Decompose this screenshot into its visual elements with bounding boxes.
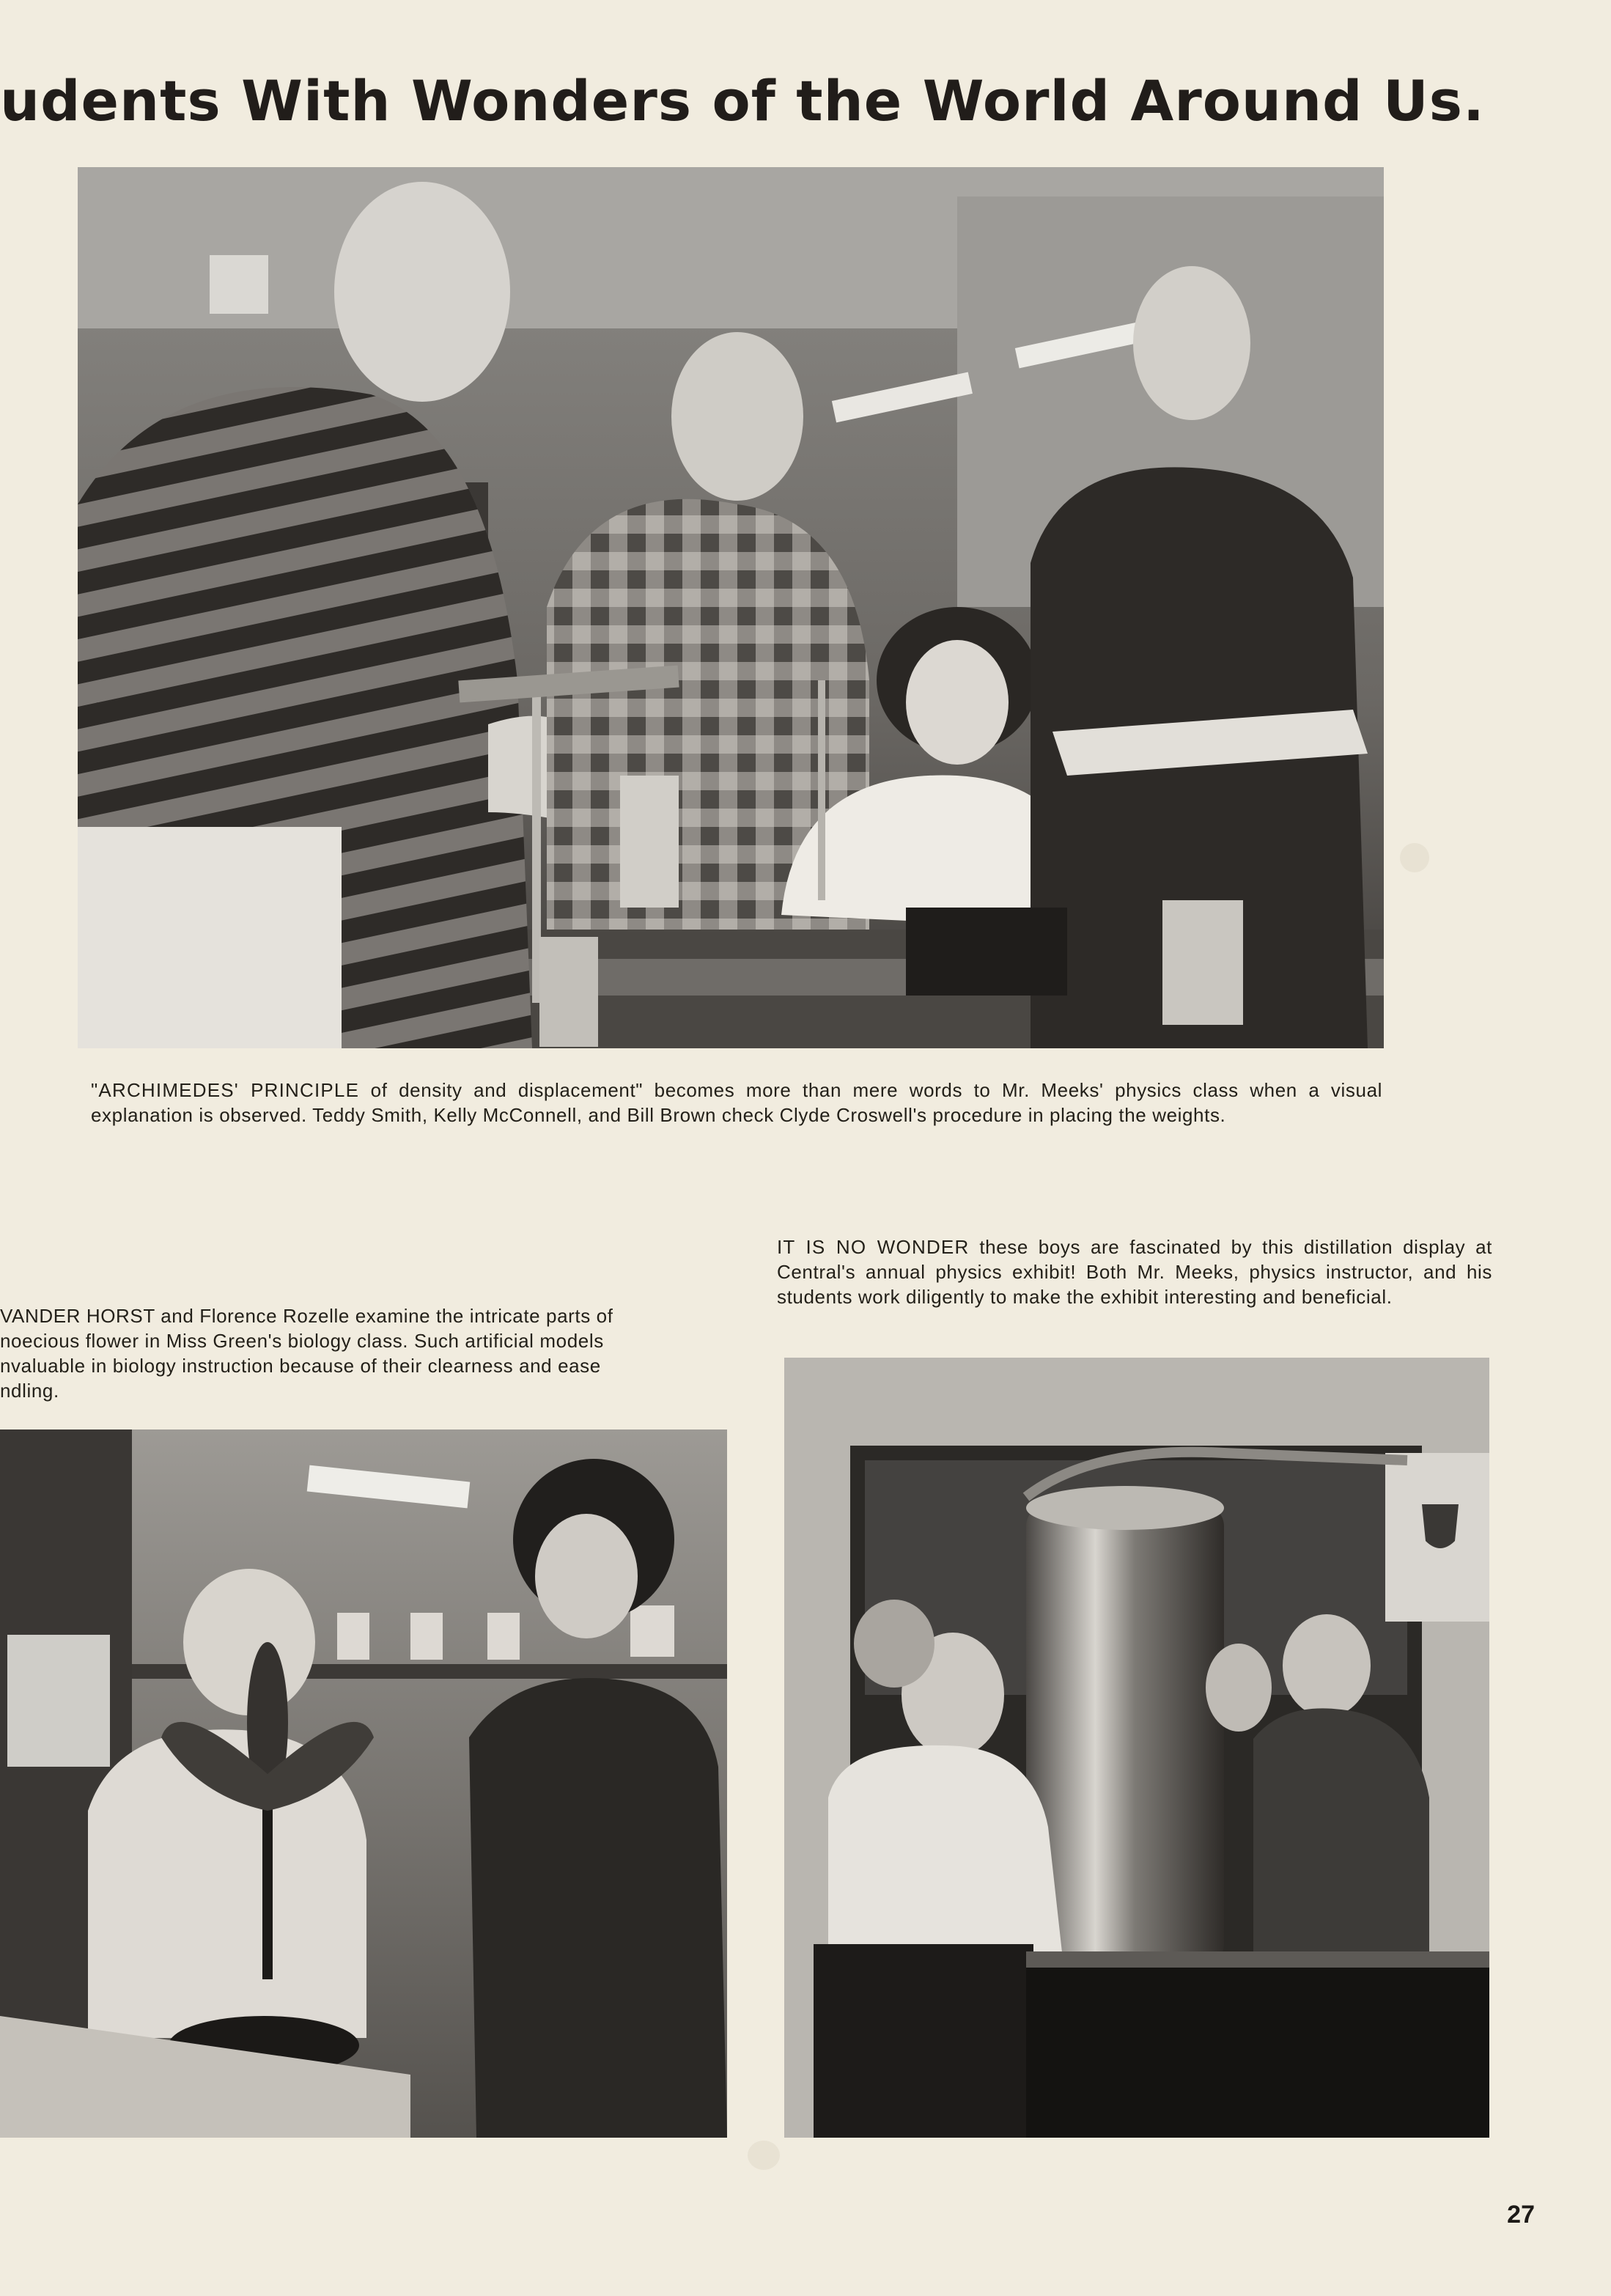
caption-archimedes [91,1078,1382,1127]
caption-distillation [777,1235,1492,1309]
paper-stain [1400,843,1429,872]
caption-flower-line: VANDER HORST and Florence Rozelle examine the intricate parts of [0,1305,613,1327]
caption-archimedes-lead: "ARCHIMEDES' PRINCIPLE [91,1079,360,1101]
photo-distillation-display [784,1358,1489,2138]
photo-flower-illustration [0,1430,727,2138]
caption-distillation-lead: IT IS NO WONDER [777,1236,970,1258]
caption-flower-line: ndling. [0,1380,59,1402]
photo-archimedes-illustration [78,167,1384,1048]
caption-flower-line: noecious flower in Miss Green's biology class. Such artificial models [0,1330,604,1352]
photo-biology-flower-model [0,1430,727,2138]
caption-flower [0,1303,733,1403]
page-headline: udents With Wonders of the World Around Us. [0,68,1485,133]
caption-distillation-text: these boys are fascinated by this distillation display at Central's annual physics exhibit! Both Mr. Meeks, physics instructor, and his students work diligently to make the exhibit interesting and beneficial. [777,1236,1492,1308]
page-number: 27 [1507,2201,1535,2229]
photo-distill-illustration [784,1358,1489,2138]
paper-stain [748,2141,780,2170]
caption-archimedes-text: of density and displacement" becomes more than mere words to Mr. Meeks' physics class when a visual explanation is observed. Teddy Smith, Kelly McConnell, and Bill Brown check Clyde Croswell's procedure in placing the weights. [91,1079,1382,1126]
caption-flower-line: nvaluable in biology instruction because of their clearness and ease [0,1355,601,1377]
photo-archimedes-experiment [78,167,1384,1048]
